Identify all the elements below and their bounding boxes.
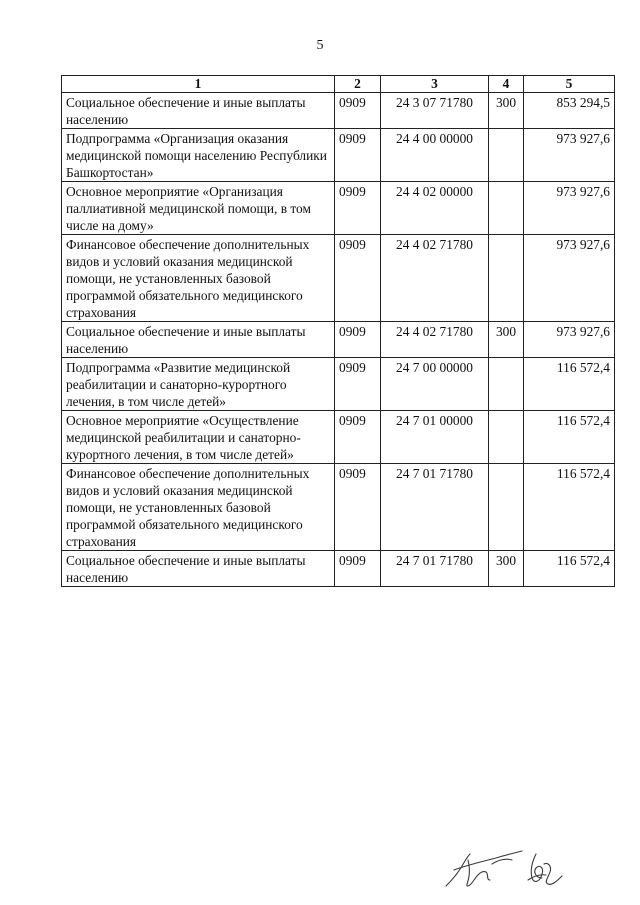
row-amount: 853 294,5 — [524, 93, 615, 129]
table-row — [62, 358, 615, 411]
row-name: Основное мероприятие «Организация паллиативной медицинской помощи, в том числе на дому» — [62, 182, 335, 235]
row-type — [489, 411, 524, 464]
table-header — [62, 76, 615, 93]
table-row — [62, 411, 615, 464]
page-number: 5 — [316, 38, 324, 53]
header-col-3: 3 — [381, 76, 489, 93]
row-code: 24 7 01 00000 — [381, 411, 489, 464]
row-code: 24 7 00 00000 — [381, 358, 489, 411]
row-amount: 116 572,4 — [524, 358, 615, 411]
row-type: 300 — [489, 551, 524, 587]
row-code: 24 3 07 71780 — [381, 93, 489, 129]
row-amount: 116 572,4 — [524, 551, 615, 587]
row-type — [489, 129, 524, 182]
row-type: 300 — [489, 322, 524, 358]
row-type — [489, 358, 524, 411]
row-name: Подпрограмма «Развитие медицинской реабилитации и санаторно-курортного лечения, в том числе детей» — [62, 358, 335, 411]
header-col-1: 1 — [62, 76, 335, 93]
row-section: 0909 — [335, 93, 381, 129]
row-name: Финансовое обеспечение дополнительных видов и условий оказания медицинской помощи, не установленных базовой программой обязательного медицинского страхования — [62, 464, 335, 551]
row-type — [489, 235, 524, 322]
table-row — [62, 464, 615, 551]
row-type — [489, 182, 524, 235]
row-name: Социальное обеспечение и иные выплаты населению — [62, 551, 335, 587]
table-row — [62, 322, 615, 358]
table-row — [62, 182, 615, 235]
row-section: 0909 — [335, 358, 381, 411]
table-row — [62, 235, 615, 322]
row-code: 24 7 01 71780 — [381, 464, 489, 551]
row-amount: 973 927,6 — [524, 322, 615, 358]
table-row — [62, 129, 615, 182]
row-code: 24 4 02 71780 — [381, 322, 489, 358]
header-col-4: 4 — [489, 76, 524, 93]
row-name: Социальное обеспечение и иные выплаты населению — [62, 93, 335, 129]
row-name: Социальное обеспечение и иные выплаты населению — [62, 322, 335, 358]
row-section: 0909 — [335, 464, 381, 551]
row-name: Подпрограмма «Организация оказания медицинской помощи населению Республики Башкортостан» — [62, 129, 335, 182]
row-section: 0909 — [335, 411, 381, 464]
row-section: 0909 — [335, 182, 381, 235]
row-section: 0909 — [335, 322, 381, 358]
table-body — [62, 93, 615, 587]
table-row — [62, 93, 615, 129]
header-row — [62, 76, 615, 93]
row-type — [489, 464, 524, 551]
table-row — [62, 551, 615, 587]
row-name: Основное мероприятие «Осуществление медицинской реабилитации и санаторно-курортного лечения, в том числе детей» — [62, 411, 335, 464]
row-section: 0909 — [335, 129, 381, 182]
row-amount: 116 572,4 — [524, 464, 615, 551]
row-section: 0909 — [335, 551, 381, 587]
row-amount: 116 572,4 — [524, 411, 615, 464]
row-code: 24 4 00 00000 — [381, 129, 489, 182]
row-code: 24 4 02 00000 — [381, 182, 489, 235]
row-code: 24 7 01 71780 — [381, 551, 489, 587]
header-col-2: 2 — [335, 76, 381, 93]
handwritten-signature — [440, 840, 570, 895]
row-amount: 973 927,6 — [524, 182, 615, 235]
row-amount: 973 927,6 — [524, 129, 615, 182]
row-name: Финансовое обеспечение дополнительных видов и условий оказания медицинской помощи, не установленных базовой программой обязательного медицинского страхования — [62, 235, 335, 322]
row-type: 300 — [489, 93, 524, 129]
row-code: 24 4 02 71780 — [381, 235, 489, 322]
budget-table — [61, 75, 615, 587]
row-section: 0909 — [335, 235, 381, 322]
row-amount: 973 927,6 — [524, 235, 615, 322]
header-col-5: 5 — [524, 76, 615, 93]
